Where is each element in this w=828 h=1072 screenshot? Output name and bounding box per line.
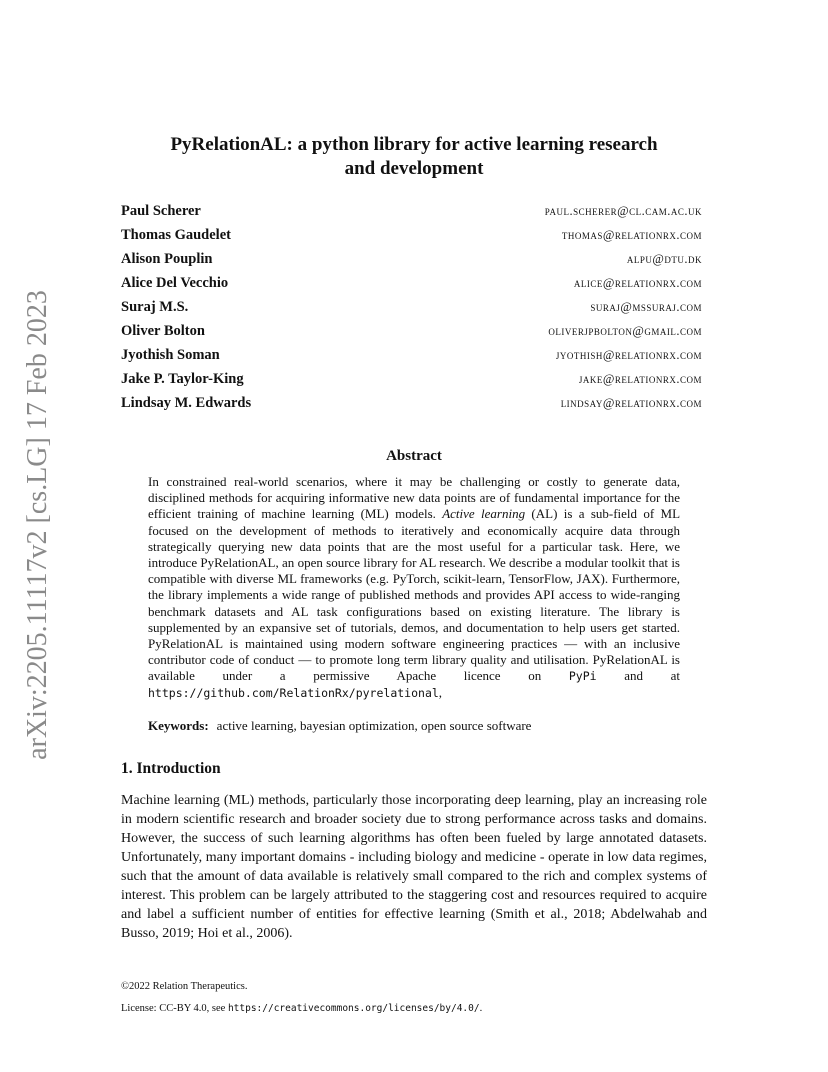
author-email[interactable]: thomas@relationrx.com bbox=[561, 228, 702, 242]
abstract-text-part1: In constrained real-world scenarios, where it may be challenging or costly to generate data, disciplined methods for acquiring informative new data points are of fundamental importance for the efficient training of machine learning (ML) models. bbox=[148, 474, 680, 522]
author-name: Paul Scherer bbox=[121, 203, 201, 219]
author-row bbox=[121, 299, 702, 323]
author-row bbox=[121, 323, 702, 347]
author-name: Alison Pouplin bbox=[121, 251, 213, 267]
title-line-2: and development bbox=[344, 158, 484, 179]
author-email[interactable]: suraj@mssuraj.com bbox=[590, 300, 702, 314]
author-name: Thomas Gaudelet bbox=[121, 227, 231, 243]
author-row bbox=[121, 395, 702, 419]
author-email[interactable]: alice@relationrx.com bbox=[573, 276, 702, 290]
author-row bbox=[121, 203, 702, 227]
author-name: Alice Del Vecchio bbox=[121, 275, 229, 291]
section-heading-introduction: 1. Introduction bbox=[121, 760, 221, 777]
github-link[interactable]: https://github.com/RelationRx/pyrelational bbox=[148, 685, 439, 700]
author-name: Lindsay M. Edwards bbox=[121, 395, 252, 411]
author-row bbox=[121, 275, 702, 299]
license-prefix: License: CC-BY 4.0, see bbox=[121, 1003, 228, 1014]
keywords bbox=[148, 718, 680, 734]
keywords-text: active learning, bayesian optimization, open source software bbox=[216, 718, 532, 733]
license-footnote bbox=[121, 1003, 482, 1014]
paper-title bbox=[120, 133, 708, 181]
abstract-text-part2: (AL) is a sub-field of ML focused on the development of methods to iteratively and economically acquire data through strategically querying new data points that are the most useful for a particular task. Here, we introduce PyRelationAL, an open source library for AL research. We describe a modular toolkit that is compatible with diverse ML frameworks (e.g. PyTorch, scikit-learn, TensorFlow, JAX). Furthermore, the library implements a wide range of published methods and provides API access to wide-ranging benchmark datasets and AL task configurations based on existing literature. The library is supplemented by an expansive set of tutorials, demos, and documentation to help users get started. PyRelationAL is maintained using modern software engineering practices — with an inclusive contributor code of conduct — to promote long term library quality and utilisation. PyRelationAL is available under a permissive Apache licence on bbox=[148, 506, 681, 684]
author-email[interactable]: alpu@dtu.dk bbox=[626, 252, 702, 266]
arxiv-identifier: arXiv:2205.11117v2 [cs.LG] 17 Feb 2023 bbox=[22, 290, 53, 760]
author-list bbox=[121, 203, 702, 419]
author-email[interactable]: jyothish@relationrx.com bbox=[555, 348, 702, 362]
author-row bbox=[121, 227, 702, 251]
abstract-paragraph bbox=[148, 474, 680, 701]
author-email[interactable]: paul.scherer@cl.cam.ac.uk bbox=[544, 204, 702, 218]
title-line-1: PyRelationAL: a python library for active learning research bbox=[170, 134, 658, 155]
license-suffix: . bbox=[479, 1003, 483, 1014]
copyright-footnote: ©2022 Relation Therapeutics. bbox=[121, 981, 248, 992]
author-name: Jyothish Soman bbox=[121, 347, 220, 363]
author-email[interactable]: lindsay@relationrx.com bbox=[560, 396, 702, 410]
author-name: Suraj M.S. bbox=[121, 299, 189, 315]
license-link[interactable]: https://creativecommons.org/licenses/by/4.0/ bbox=[227, 1003, 480, 1014]
author-row bbox=[121, 371, 702, 395]
introduction-body bbox=[121, 791, 707, 943]
abstract-emphasis: Active learning bbox=[442, 506, 526, 522]
author-email[interactable]: oliverjpbolton@gmail.com bbox=[548, 324, 702, 338]
author-name: Oliver Bolton bbox=[121, 323, 205, 339]
author-email[interactable]: jake@relationrx.com bbox=[578, 372, 702, 386]
introduction-paragraph: Machine learning (ML) methods, particularly those incorporating deep learning, play an increasing role in modern scientific research and broader society due to strong performance across tasks and domains. However, the success of such learning algorithms has often been fueled by large annotated datasets. Unfortunately, many important domains - including biology and medicine - operate in low data regimes, such that the amount of data available is relatively small compared to the rich and complex systems of interest. This problem can be largely attributed to the staggering cost and resources required to acquire and label a sufficient number of entities for effective learning (Smith et al., 2018; Abdelwahab and Busso, 2019; Hoi et al., 2006). bbox=[121, 793, 707, 941]
author-name: Jake P. Taylor-King bbox=[121, 371, 244, 387]
keywords-label: Keywords: bbox=[148, 718, 209, 733]
author-row bbox=[121, 251, 702, 275]
abstract-text-end: , bbox=[438, 684, 443, 700]
pypi-link[interactable]: PyPi bbox=[568, 669, 597, 684]
abstract-heading: Abstract bbox=[386, 448, 442, 464]
abstract-text-part3: and at bbox=[596, 668, 680, 684]
abstract-body bbox=[148, 474, 680, 701]
author-row bbox=[121, 347, 702, 371]
arxiv-sidebar bbox=[14, 288, 62, 762]
